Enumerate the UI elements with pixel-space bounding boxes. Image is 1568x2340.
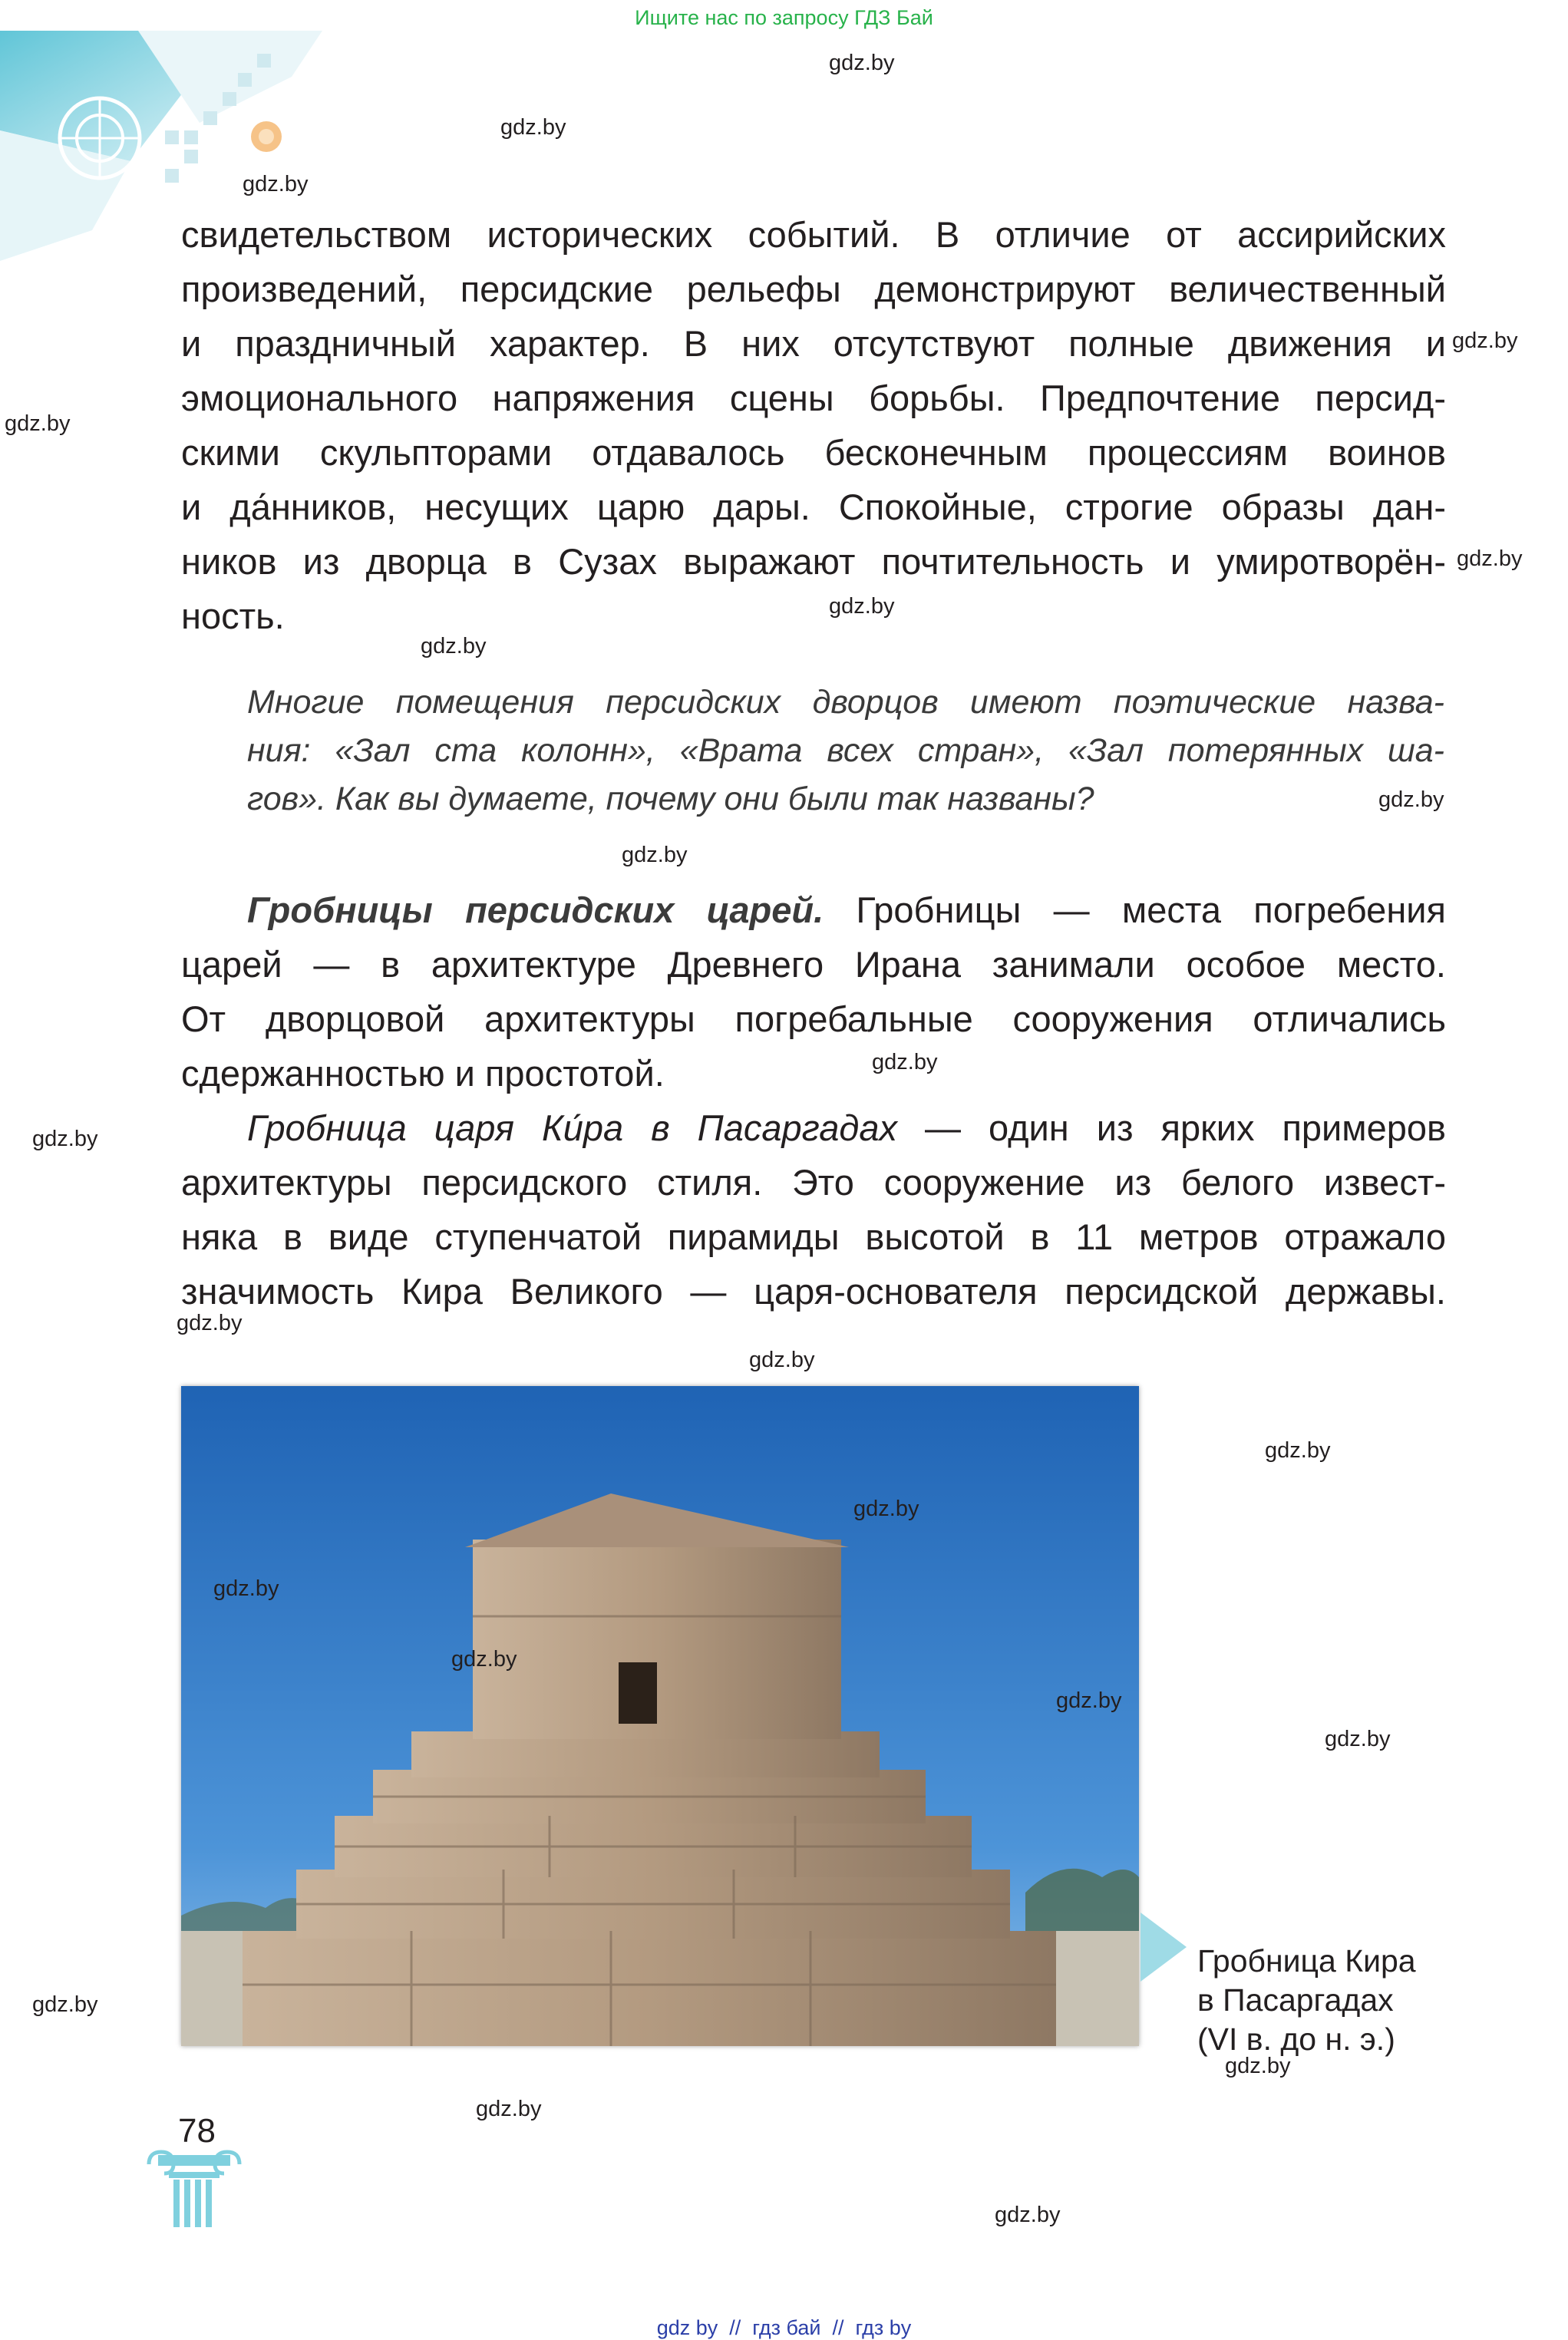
watermark: gdz.by [853,1497,919,1521]
text-line [181,883,1446,937]
text-line: скими скульпторами отдавалось бесконечным процессиям воинов [181,432,1446,473]
watermark: gdz.by [1457,546,1523,571]
watermark: gdz.by [872,1050,938,1074]
watermark: gdz.by [243,172,309,196]
body-paragraph-cyrus-tomb [181,1101,1446,1319]
text-line: ность. [181,596,285,636]
watermark: gdz.by [177,1311,243,1335]
watermark: gdz.by [1325,1727,1391,1751]
text-line: архитектуры персидского стиля. Это сооружение из белого извест- [181,1162,1446,1203]
text-fragment: Гробницы — места погребения [824,889,1446,930]
tomb-of-cyrus-photo [181,1386,1139,2046]
watermark: gdz.by [829,594,895,619]
caption-line: Гробница Кира [1197,1943,1416,1979]
watermark: gdz.by [5,411,71,436]
italic-term: Гробница царя Ки́ра в Пасаргадах [247,1107,898,1148]
text-line: свидетельством исторических событий. В отличие от ассирийских [181,214,1446,255]
watermark: gdz.by [476,2097,542,2121]
caption-line: в Пасаргадах [1197,1982,1394,2018]
body-paragraph-reliefs [181,207,1446,643]
question-line: гов». Как вы думаете, почему они были так названы? [247,781,1094,817]
search-banner[interactable]: Ищите нас по запросу ГДЗ Бай [635,6,933,29]
text-line: сдержанностью и простотой. [181,1053,665,1094]
text-line: От дворцовой архитектуры погребальные сооружения отличались [181,998,1446,1039]
watermark: gdz.by [829,51,895,75]
watermark: gdz.by [32,1127,98,1151]
question-line: Многие помещения персидских дворцов имеют поэтические назва- [247,684,1444,721]
text-line: царей — в архитектуре Древнего Ирана занимали особое место. [181,944,1446,985]
text-line: значимость Кира Великого — царя-основателя персидской державы. [181,1271,1446,1312]
watermark: gdz.by [1225,2054,1291,2078]
watermark: gdz.by [1378,787,1444,812]
caption-pointer-arrow [1141,1913,1187,1982]
watermark: gdz.by [1265,1438,1331,1463]
watermark: gdz.by [622,843,688,867]
question-line: ния: «Зал ста колонн», «Врата всех стран», «Зал потерянных ша- [247,732,1444,769]
text-line: произведений, персидские рельефы демонстрируют величественный [181,269,1446,309]
watermark: gdz.by [1056,1688,1122,1713]
watermark: gdz.by [421,634,487,658]
watermark: gdz.by [32,1992,98,2017]
watermark: gdz.by [995,2203,1061,2227]
ionic-column-icon [143,2149,246,2233]
text-line: няка в виде ступенчатой пирамиды высотой в 11 метров отражало [181,1216,1446,1257]
discussion-question [247,678,1444,823]
watermark: gdz.by [213,1576,279,1601]
section-heading: Гробницы персидских царей. [247,889,824,930]
body-paragraph-tombs [181,883,1446,1101]
watermark: gdz.by [1452,328,1518,353]
text-line: ников из дворца в Сузах выражают почтительность и умиротворён- [181,541,1446,582]
footer-links[interactable]: gdz by // гдз бай // гдз by [656,2316,912,2339]
caption-line: (VI в. до н. э.) [1197,2022,1395,2057]
photo-caption [1197,1942,1474,2059]
text-line: и праздничный характер. В них отсутствуют полные движения и [181,323,1446,364]
text-fragment: — один из ярких примеров [897,1107,1446,1148]
watermark: gdz.by [451,1647,517,1672]
watermark: gdz.by [500,115,566,140]
text-line [181,1101,1446,1155]
watermark: gdz.by [749,1348,815,1372]
text-line: эмоционального напряжения сцены борьбы. Предпочтение персид- [181,378,1446,418]
page-number: 78 [178,2112,216,2150]
text-line: и да́нников, несущих царю дары. Спокойные, строгие образы дан- [181,487,1446,527]
